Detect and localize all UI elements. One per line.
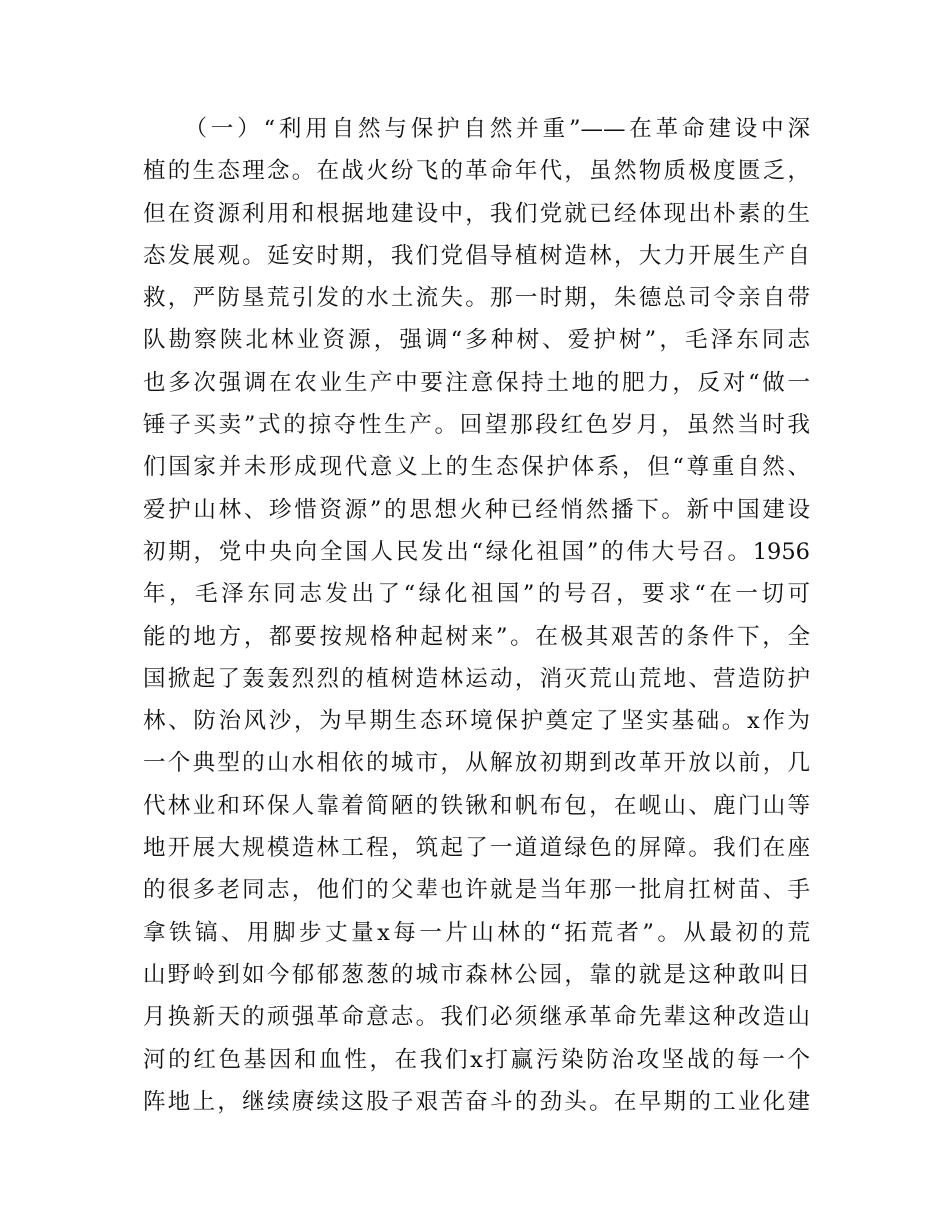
text-line-13: 能的地方，都要按规格种起树来”。在极其艰苦的条件下，全 [143, 623, 810, 650]
text-line-9: 们国家并未形成现代意义上的生态保护体系，但“尊重自然、 [143, 454, 810, 481]
text-line-15: 林、防治风沙，为早期生态环境保护奠定了坚实基础。x作为 [143, 708, 810, 735]
body-text [143, 108, 810, 1123]
text-line-5: 救，严防垦荒引发的水土流失。那一时期，朱德总司令亲自带 [143, 285, 810, 312]
text-line-8: 锤子买卖”式的掠夺性生产。回望那段红色岁月，虽然当时我 [143, 412, 810, 439]
text-line-18: 地开展大规模造林工程，筑起了一道道绿色的屏障。我们在座 [143, 835, 810, 862]
text-line-6: 队勘察陕北林业资源，强调“多种树、爱护树”，毛泽东同志 [143, 327, 810, 354]
text-line-24: 阵地上，继续赓续这股子艰苦奋斗的劲头。在早期的工业化建 [143, 1088, 810, 1115]
text-line-23: 河的红色基因和血性，在我们x打赢污染防治攻坚战的每一个 [143, 1046, 810, 1073]
text-line-7: 也多次强调在农业生产中要注意保持土地的肥力，反对“做一 [143, 369, 810, 396]
text-line-4: 态发展观。延安时期，我们党倡导植树造林，大力开展生产自 [143, 242, 810, 269]
text-line-16: 一个典型的山水相依的城市，从解放初期到改革开放以前，几 [143, 750, 810, 777]
text-line-19: 的很多老同志，他们的父辈也许就是当年那一批肩扛树苗、手 [143, 877, 810, 904]
text-line-14: 国掀起了轰轰烈烈的植树造林运动，消灭荒山荒地、营造防护 [143, 665, 810, 692]
text-line-21: 山野岭到如今郁郁葱葱的城市森林公园，靠的就是这种敢叫日 [143, 961, 810, 988]
text-line-17: 代林业和环保人靠着简陋的铁锹和帆布包，在岘山、鹿门山等 [143, 792, 810, 819]
text-line-11: 初期，党中央向全国人民发出“绿化祖国”的伟大号召。1956 [143, 538, 810, 565]
text-line-3: 但在资源利用和根据地建设中，我们党就已经体现出朴素的生 [143, 200, 810, 227]
text-line-10: 爱护山林、珍惜资源”的思想火种已经悄然播下。新中国建设 [143, 496, 810, 523]
text-line-1: （一）“利用自然与保护自然并重”——在革命建设中深 [143, 116, 810, 142]
text-line-2: 植的生态理念。在战火纷飞的革命年代，虽然物质极度匮乏， [143, 158, 810, 185]
text-line-12: 年，毛泽东同志发出了“绿化祖国”的号召，要求“在一切可 [143, 581, 810, 608]
text-line-22: 月换新天的顽强革命意志。我们必须继承革命先辈这种改造山 [143, 1004, 810, 1031]
text-line-20: 拿铁镐、用脚步丈量x每一片山林的“拓荒者”。从最初的荒 [143, 919, 810, 946]
